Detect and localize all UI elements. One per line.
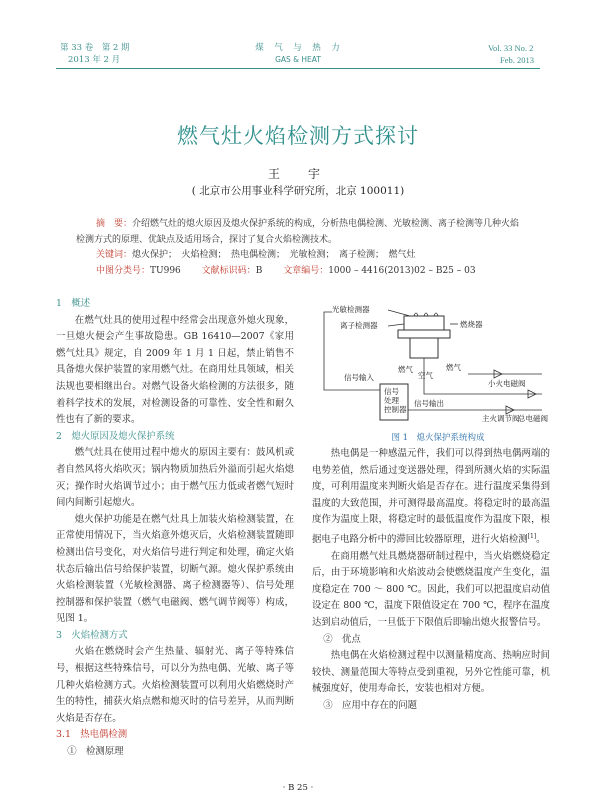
right-paragraph-2: 在商用燃气灶具燃烧器研制过程中，当火焰燃烧稳定后，由于环境影响和火焰波动会使燃烧温度产生变化，温度稳定在 700 ～ 800 ℃。因此，我们可以把温度启动值设定在 800 ℃，温度下限值设定在 700 ℃，程序在温度达到启动值后，一旦低于下限值后即输出熄火报警信号。	[312, 550, 550, 629]
journal-date-en: Feb. 2013	[500, 55, 534, 65]
article-title: 燃气灶火焰检测方式探讨	[177, 124, 419, 148]
doc-code-value: B	[255, 266, 263, 276]
burner-throat	[410, 338, 438, 358]
gas-pipe	[424, 358, 542, 394]
subsection-principle: ① 检测原理	[67, 746, 124, 758]
label-gas-left: 燃气	[398, 365, 413, 374]
section-2-paragraph-2: 熄火保护功能是在燃气灶具上加装火焰检测装置，在正常使用情况下，当火焰意外熄灭后，火焰检测装置随即检测出信号变化，对火焰信号进行判定和处理，确定火焰状态后输出信号给保护装置，切断气源。熄火保护系统由火焰检测装置（光敏检测器、离子检测器等）、信号处理控制器和保护装置（燃气电磁阀、燃气调节阀等）构成，见图 1。	[56, 513, 294, 625]
section-3-1-heading: 3.1 热电偶检测	[56, 729, 128, 741]
label-ion-detector: 离子检测器	[340, 321, 378, 330]
label-gas-right: 燃气	[446, 363, 461, 372]
label-photo-detector: 光敏检测器	[332, 305, 370, 314]
label-burner: 燃烧器	[460, 320, 483, 329]
flame-protection-diagram	[318, 298, 558, 426]
label-main-valve: 主火调节阀	[482, 414, 520, 423]
classification-line	[96, 264, 476, 279]
right-paragraph-1	[312, 446, 550, 549]
right-paragraph-3: 热电偶在火焰检测过程中以测量精度高、热响应时间较快、测量范围大等特点受到重视，另外它性能可靠，机械强度好，使用寿命长，安装也相对方便。	[312, 650, 550, 695]
journal-volume-issue: 第 33 卷 第 2 期	[60, 43, 130, 53]
section-3-paragraph: 火焰在燃烧时会产生热量、辐射光、离子等特殊信号，根据这些特殊信号，可以分为热电偶、光敏、离子等几种火焰检测方式。火焰检测装置可以利用火焰燃烧时产生的特性，捕获火焰点燃和熄灭时的信号差异，从而判断火焰是否存在。	[56, 646, 294, 724]
abstract	[76, 216, 522, 248]
keywords-label: 关键词：	[96, 250, 133, 260]
author-name: 王 宇	[267, 167, 328, 181]
photo-leader	[388, 310, 410, 316]
abstract-text: 介绍燃气灶的熄火原因及熄火保护系统的构成，分析热电偶检测、光敏检测、离子检测等几种火焰检测方式的原理、优缺点及适用场合，探讨了复合火焰检测技术。	[76, 219, 520, 245]
figure-caption: 图 1 熄火保护系统构成	[391, 433, 485, 443]
abstract-label: 摘 要：	[96, 219, 133, 229]
controller-line-1: 信号	[384, 387, 399, 396]
page-number: · B 25 ·	[282, 783, 314, 793]
burner-body	[398, 330, 450, 338]
doc-code-label: 文献标识码：	[201, 266, 256, 276]
keywords	[96, 248, 416, 263]
section-2-heading: 2 熄火原因及熄火保护系统	[56, 430, 175, 442]
journal-title-cn: 煤 气 与 热 力	[255, 43, 341, 53]
journal-date: 2013 年 2 月	[68, 55, 121, 65]
label-air: 空气	[418, 371, 433, 380]
ion-leader	[388, 324, 404, 326]
section-1-paragraph: 在燃气灶具的使用过程中经常会出现意外熄火现象，一旦熄火便会产生事故隐患。GB 16410—2007《家用燃气灶具》规定，自 2009 年 1 月 1 日起，禁止销售不具备熄火保护装置的家用燃气灶。在商用灶具领域，相关法规也要相继出台。对燃气设备火焰检测的方法很多，随着科学技术的发展，对检测设备的可靠性、安全性和耐久性也有了新的要求。	[56, 314, 294, 426]
article-id-value: 1000 – 4416(2013)02 – B25 – 03	[328, 266, 476, 276]
author-affiliation: ( 北京市公用事业科学研究所，北京 100011)	[191, 185, 405, 197]
keywords-text: 熄火保护； 火焰检测； 热电偶检测； 光敏检测； 离子检测； 燃气灶	[132, 250, 416, 260]
burner-top	[404, 316, 444, 330]
clc-label: 中图分类号：	[96, 266, 151, 276]
right-paragraph-1-end: 。	[536, 534, 546, 546]
header-rule	[56, 68, 540, 69]
section-2-paragraph-1: 燃气灶具在使用过程中熄火的原因主要有：鼓风机或者自然风将火焰吹灭；锅内物质加热后外溢而引起火焰熄灭；操作时火焰调节过小；由于燃气压力低或者燃气短时间内间断引起熄火。	[56, 447, 294, 509]
article-id-label: 文章编号：	[283, 266, 329, 276]
section-3-heading: 3 火焰检测方式	[56, 629, 128, 641]
subsection-advantages: ② 优点	[323, 633, 361, 645]
journal-title-en: GAS & HEAT	[275, 55, 321, 64]
left-column	[56, 296, 294, 761]
label-main-solenoid: 总电磁阀	[518, 414, 548, 423]
subsection-problems: ③ 应用中存在的问题	[323, 700, 418, 712]
controller-line-3: 控制器	[384, 405, 407, 414]
right-paragraph-1-text: 热电偶是一种感温元件，我们可以得到热电偶两端的电势差值，然后通过变送器处理，得到所测火焰的实际温度，可利用温度来判断火焰是否存在。进行温度采集得到温度的大致范围，并可测得最高温度。将稳定时的最高温度作为温度上限，将稳定时的最低温度作为温度下限，根据电子电路分析中的滞回比较器原理，进行火焰检测	[312, 448, 550, 546]
clc-value: TU996	[150, 266, 181, 276]
citation-1: [1]	[527, 532, 537, 540]
label-signal-input: 信号输入	[344, 373, 374, 382]
controller-line-2: 处理	[384, 396, 399, 405]
label-signal-output: 信号输出	[414, 399, 444, 408]
journal-volume-en: Vol. 33 No. 2	[488, 43, 534, 53]
section-1-heading: 1 概述	[56, 298, 91, 309]
right-column	[312, 446, 550, 715]
label-small-valve: 小火电磁阀	[488, 379, 526, 388]
